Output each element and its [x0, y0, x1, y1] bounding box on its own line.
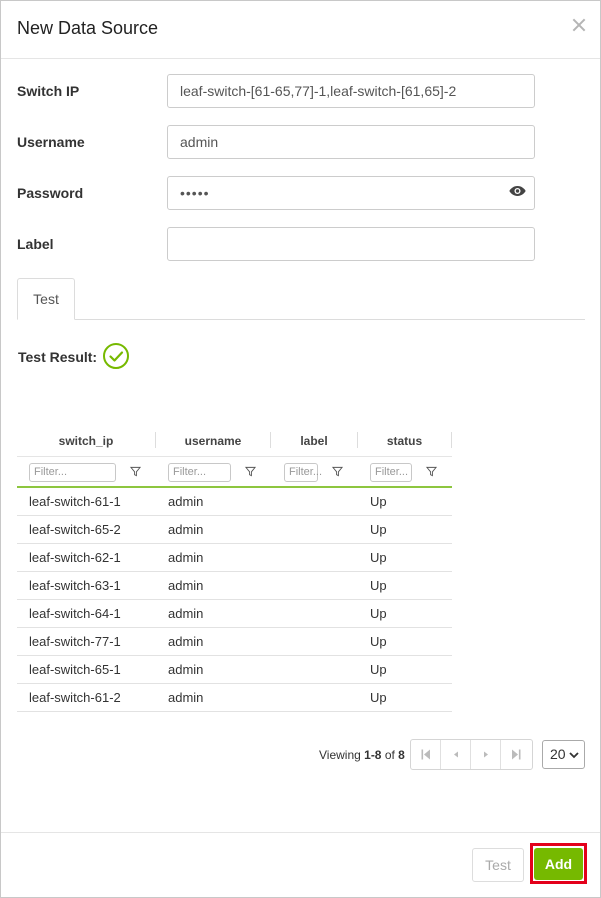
grid-header: [17, 428, 452, 456]
first-page-button[interactable]: [411, 740, 441, 769]
last-page-icon: [511, 749, 521, 760]
page-size-value: 20: [550, 746, 566, 762]
column-header-switch-ip[interactable]: switch_ip: [58, 434, 114, 448]
cell-username: admin: [168, 606, 204, 621]
filter-icon[interactable]: [426, 466, 437, 477]
cell-switch-ip: leaf-switch-63-1: [29, 578, 121, 593]
table-row[interactable]: [17, 684, 452, 712]
pager-range: 1-8: [364, 748, 382, 762]
password-label: Password: [17, 185, 84, 201]
cell-switch-ip: leaf-switch-61-2: [29, 690, 121, 705]
dialog-footer-divider: [1, 832, 600, 833]
cell-status: Up: [370, 578, 387, 593]
cell-switch-ip: leaf-switch-61-1: [29, 494, 121, 509]
cell-username: admin: [168, 662, 204, 677]
cell-switch-ip: leaf-switch-62-1: [29, 550, 121, 565]
filter-icon[interactable]: [245, 466, 256, 477]
pager-buttons: [410, 739, 533, 770]
dialog-title: New Data Source: [17, 18, 159, 38]
close-icon[interactable]: [572, 18, 586, 32]
page-size-select[interactable]: [542, 740, 585, 769]
results-grid: [17, 428, 452, 712]
column-header-status[interactable]: status: [386, 434, 423, 448]
switch-ip-input[interactable]: [167, 74, 535, 108]
password-input[interactable]: [167, 176, 535, 210]
cell-username: admin: [168, 578, 204, 593]
username-filter-input[interactable]: Filter...: [168, 463, 231, 482]
table-row[interactable]: [17, 488, 452, 516]
cell-username: admin: [168, 634, 204, 649]
table-row[interactable]: [17, 572, 452, 600]
table-row[interactable]: [17, 544, 452, 572]
first-page-icon: [421, 749, 431, 760]
chevron-down-icon: [569, 752, 579, 759]
column-separator: [451, 432, 452, 448]
table-row[interactable]: [17, 600, 452, 628]
add-button[interactable]: Add: [534, 848, 583, 880]
eye-icon[interactable]: [509, 185, 526, 197]
table-row[interactable]: [17, 628, 452, 656]
cell-status: Up: [370, 690, 387, 705]
grid-body: [17, 488, 452, 712]
tab-bar: [17, 319, 585, 320]
next-page-button[interactable]: [471, 740, 501, 769]
cell-status: Up: [370, 522, 387, 537]
next-page-icon: [481, 749, 491, 760]
status-filter-input[interactable]: Filter...: [370, 463, 412, 482]
pager-total: 8: [398, 748, 405, 762]
prev-page-icon: [451, 749, 461, 760]
dialog-header: [1, 1, 600, 59]
column-header-label[interactable]: label: [300, 434, 328, 448]
cell-username: admin: [168, 494, 204, 509]
check-circle-icon: [102, 342, 130, 370]
pager-summary: [319, 748, 405, 762]
cell-switch-ip: leaf-switch-64-1: [29, 606, 121, 621]
cell-username: admin: [168, 550, 204, 565]
username-input[interactable]: [167, 125, 535, 159]
cell-status: Up: [370, 494, 387, 509]
cell-username: admin: [168, 522, 204, 537]
cell-status: Up: [370, 634, 387, 649]
filter-icon[interactable]: [130, 466, 141, 477]
cell-switch-ip: leaf-switch-77-1: [29, 634, 121, 649]
username-label: Username: [17, 134, 85, 150]
pager-of-text: of: [381, 748, 399, 762]
switch-ip-label: Switch IP: [17, 83, 80, 99]
cell-switch-ip: leaf-switch-65-1: [29, 662, 121, 677]
pager-viewing-prefix: Viewing: [319, 748, 365, 762]
label-input[interactable]: [167, 227, 535, 261]
cell-switch-ip: leaf-switch-65-2: [29, 522, 121, 537]
cell-status: Up: [370, 550, 387, 565]
switch-ip-filter-input[interactable]: Filter...: [29, 463, 116, 482]
prev-page-button[interactable]: [441, 740, 471, 769]
cell-username: admin: [168, 690, 204, 705]
filter-icon[interactable]: [332, 466, 343, 477]
column-header-username[interactable]: username: [184, 434, 242, 448]
label-filter-input[interactable]: Filter...: [284, 463, 318, 482]
test-button[interactable]: Test: [472, 848, 524, 882]
cell-status: Up: [370, 662, 387, 677]
table-row[interactable]: [17, 656, 452, 684]
label-label: Label: [17, 236, 54, 252]
grid-filter-row: [17, 456, 452, 488]
tab-test[interactable]: Test: [17, 278, 75, 320]
test-result-label: Test Result:: [18, 349, 98, 365]
table-row[interactable]: [17, 516, 452, 544]
cell-status: Up: [370, 606, 387, 621]
last-page-button[interactable]: [501, 740, 532, 769]
